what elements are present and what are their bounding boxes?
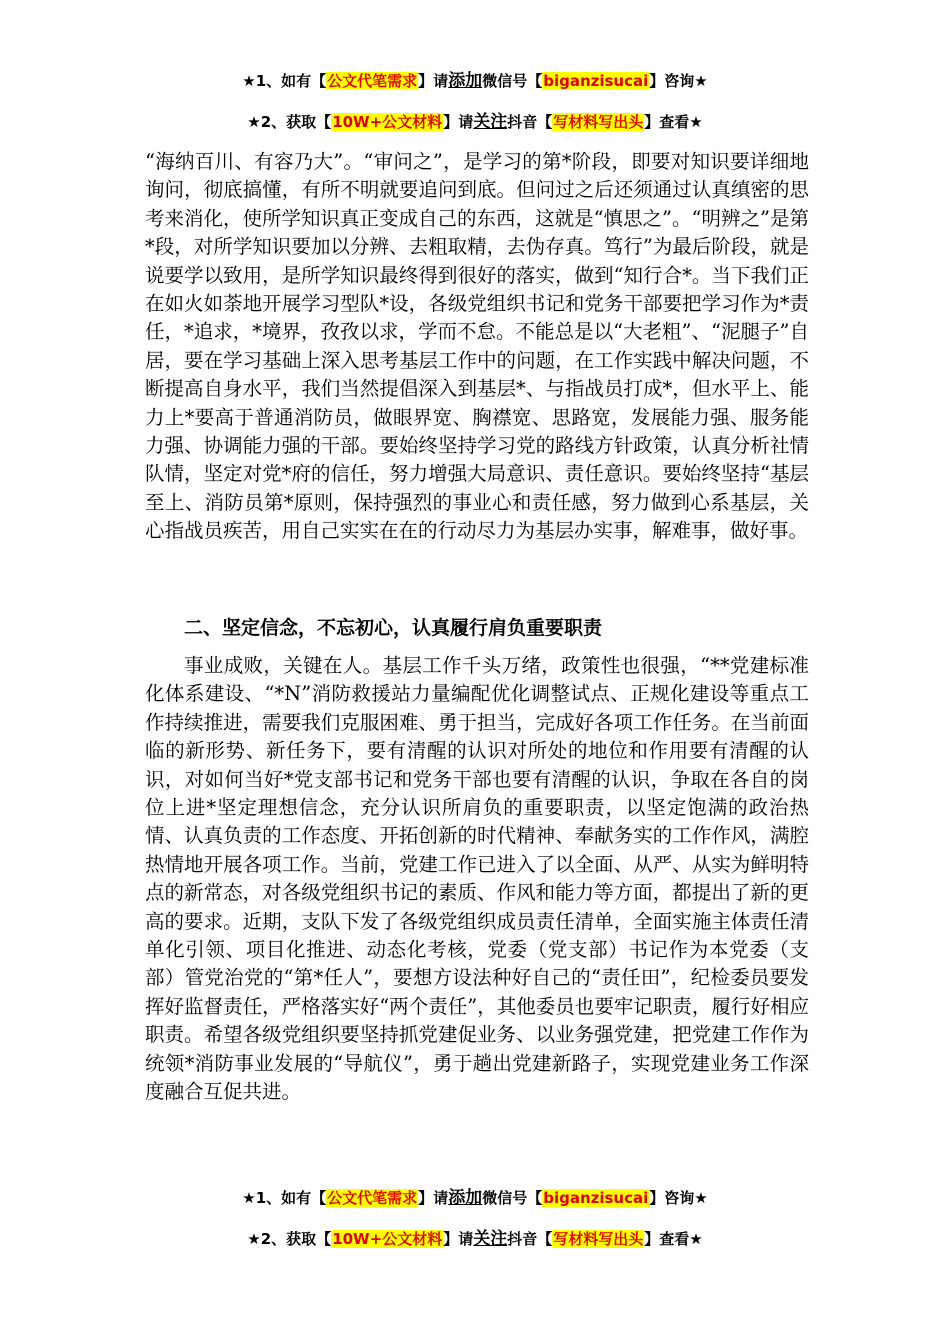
promo-wechat-id: biganzisucai [543,1189,649,1207]
promo-text: 微信号【 [482,1189,543,1207]
promo-text: ★2、获取【 [247,1230,332,1248]
promo-underline: 添加 [448,71,483,91]
promo-text: 】查看★ [644,1230,703,1248]
promo-text: 】咨询★ [649,72,708,90]
promo-line-2-top [0,111,950,133]
promo-douyin-id: 写材料写出头 [553,113,644,131]
promo-text: 】请 [443,1230,474,1248]
body-paragraph-2: 事业成败，关键在人。基层工作千头万绪，政策性也很强，“**党建标准化体系建设、“*N”消防救援站力量编配优化调整试点、正规化建设等重点工作持续推进，需要我们克服困难、勇于担当，完成好各项工作任务。在当前面临的新形势、新任务下，要有清醒的认识对所处的地位和作用要有清醒的认识，对如何当好*党支部书记和党务干部也要有清醒的认识，争取在各自的岗位上进*坚定理想信念，充分认识所肩负的重要职责，以坚定饱满的政治热情、认真负责的工作态度、开拓创新的时代精神、奉献务实的工作作风，满腔热情地开展各项工作。当前，党建工作已进入了以全面、从严、从实为鲜明特点的新常态，对各级党组织书记的素质、作风和能力等方面，都提出了新的更高的要求。近期，支队下发了各级党组织成员责任清单，全面实施主体责任清单化引领、项目化推进、动态化考核，党委（党支部）书记作为本党委（支部）管党治党的“第*任人”，要想方设法种好自己的“责任田”，纪检委员要发挥好监督责任，严格落实好“两个责任”，其他委员也要牢记职责，履行好相应职责。希望各级党组织要坚持抓党建促业务、以业务强党建，把党建工作作为统领*消防事业发展的“导航仪”，勇于趟出党建新路子，实现党建业务工作深度融合互促共进。 [145,654,809,1104]
promo-highlight: 10W+公文材料 [332,113,443,131]
promo-text: 】请 [418,1189,449,1207]
promo-wechat-id: biganzisucai [543,72,649,90]
promo-text: 抖音【 [507,1230,553,1248]
promo-highlight: 10W+公文材料 [332,1230,443,1248]
section-heading: 二、坚定信念，不忘初心，认真履行肩负重要职责 [184,617,603,639]
promo-text: ★2、获取【 [247,113,332,131]
promo-line-1-bottom [0,1187,950,1209]
promo-text: 】查看★ [644,113,703,131]
promo-underline: 关注 [473,1229,508,1249]
promo-highlight: 公文代笔需求 [327,72,418,90]
promo-text: 】咨询★ [649,1189,708,1207]
promo-douyin-id: 写材料写出头 [553,1230,644,1248]
body-paragraph-1: “海纳百川、有容乃大”。“审问之”，是学习的第*阶段，即要对知识要详细地询问，彻底搞懂，有所不明就要追问到底。但问过之后还须通过认真缜密的思考来消化，使所学知识真正变成自己的东西，这就是“慎思之”。“明辨之”是第*段，对所学知识要加以分辨、去粗取精，去伪存真。笃行”为最后阶段，就是说要学以致用，是所学知识最终得到很好的落实，做到“知行合*。当下我们正在如火如荼地开展学习型队*设，各级党组织书记和党务干部要把学习作为*责任，*追求，*境界，孜孜以求，学而不怠。不能总是以“大老粗”、“泥腿子”自居，要在学习基础上深入思考基层工作中的问题，在工作实践中解决问题，不断提高自身水平，我们当然提倡深入到基层*、与指战员打成*，但水平上、能力上*要高于普通消防员，做眼界宽、胸襟宽、思路宽，发展能力强、服务能力强、协调能力强的干部。要始终坚持学习党的路线方针政策，认真分析社情队情，坚定对党*府的信任，努力增强大局意识、责任意识。要始终坚持“基层至上、消防员第*原则，保持强烈的事业心和责任感，努力做到心系基层，关心指战员疾苦，用自己实实在在的行动尽力为基层办实事，解难事，做好事。 [145,150,809,543]
promo-text: 抖音【 [507,113,553,131]
promo-underline: 添加 [448,1188,483,1208]
promo-highlight: 公文代笔需求 [327,1189,418,1207]
promo-text: 微信号【 [482,72,543,90]
promo-text: ★1、如有【 [242,72,327,90]
promo-underline: 关注 [473,112,508,132]
promo-text: 】请 [418,72,449,90]
promo-text: ★1、如有【 [242,1189,327,1207]
promo-line-1-top [0,70,950,92]
promo-line-2-bottom [0,1228,950,1250]
promo-text: 】请 [443,113,474,131]
